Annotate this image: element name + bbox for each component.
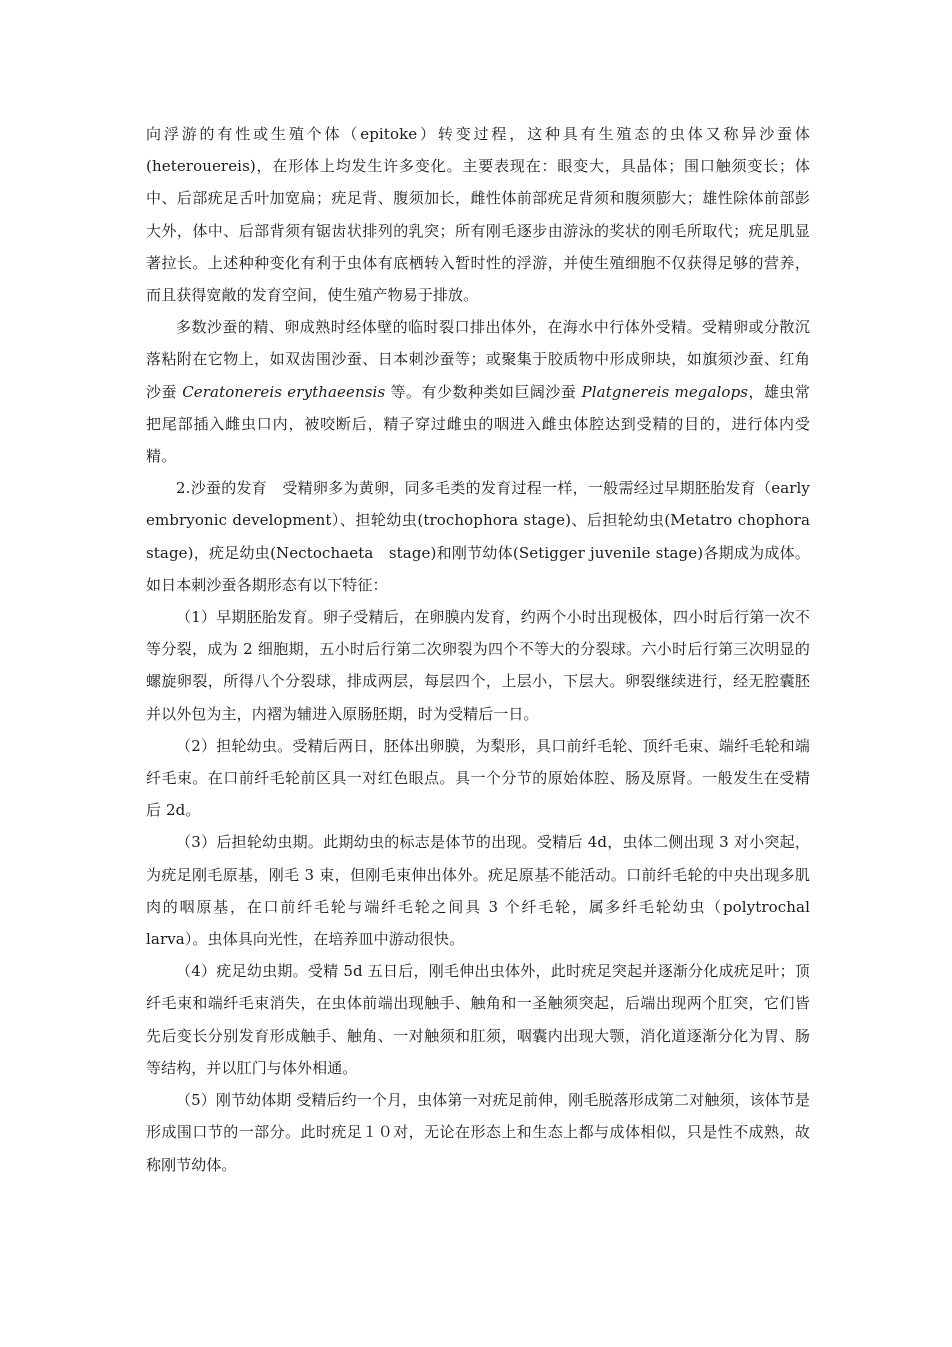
paragraph-development-overview [146,472,810,601]
paragraph-text: ，雄虫常把尾部插入雌虫口内，被咬断后，精子穿过雌虫的咽进入雌虫体腔达到受精的目的，进行体内受精。 [146,382,811,466]
paragraph-text: （3）后担轮幼虫期。此期幼虫的标志是体节的出现。受精后 4d，虫体二侧出现 3 对小突起，为疣足刚毛原基，刚毛 3 束，但刚毛束伸出体外。疣足原基不能活动。口前纤毛轮的中央出现多肌肉的咽原基，在口前纤毛轮与端纤毛轮之间具 3 个纤毛轮，属多纤毛轮幼虫（polytrochal larva）。虫体具向光性，在培养皿中游动很快。 [146,833,810,949]
paragraph-nectochaeta [146,955,810,1084]
species-name-italic: Ceratonereis erythaeensis [182,382,386,401]
paragraph-text: 等。有少数种类如巨阔沙蚕 [385,382,582,401]
paragraph-metatrochophore [146,826,810,955]
paragraph-text: （5）刚节幼体期 受精后约一个月，虫体第一对疣足前伸，刚毛脱落形成第二对触须，该体节是形成围口节的一部分。此时疣足１０对，无论在形态上和生态上都与成体相似，只是性不成熟，故称刚节幼体。 [146,1091,810,1174]
paragraph-text: （2）担轮幼虫。受精后两日，胚体出卵膜，为梨形，具口前纤毛轮、顶纤毛束、端纤毛轮和端纤毛束。在口前纤毛轮前区具一对红色眼点。具一个分节的原始体腔、肠及原肾。一般发生在受精后 2d。 [146,736,810,820]
paragraph-text: （1）早期胚胎发育。卵子受精后，在卵膜内发育，约两个小时出现极体，四小时后行第一次不等分裂，成为 2 细胞期，五小时后行第二次卵裂为四个不等大的分裂球。六小时后行第三次明显的螺旋卵裂，所得八个分裂球，排成两层，每层四个，上层小，下层大。卵裂继续进行，经无腔囊胚并以外包为主，内褶为辅进入原肠胚期，时为受精后一日。 [146,608,810,723]
paragraph-trochophore [146,730,810,827]
paragraph-text: 多数沙蚕的精、卵成熟时经体壁的临时裂口排出体外，在海水中行体外受精。受精卵或分散沉落粘附在它物上，如双齿围沙蚕、日本刺沙蚕等；或聚集于胶质物中形成卵块，如旗须沙蚕、红角沙蚕 [146,318,810,401]
paragraph-text: 向浮游的有性或生殖个体（epitoke）转变过程，这种具有生殖态的虫体又称异沙蚕体(heterouereis)，在形体上均发生许多变化。主要表现在：眼变大，具晶体；围口触须变长；体中、后部疣足舌叶加宽扁；疣足背、腹须加长，雌性体前部疣足背须和腹须膨大；雄性除体前部彭大外，体中、后部背须有锯齿状排列的乳突；所有刚毛逐步由游泳的奖状的刚毛所取代；疣足肌显著拉长。上述种种变化有利于虫体有底栖转入暂时性的浮游，并使生殖细胞不仅获得足够的营养，而且获得宽敞的发育空间，使生殖产物易于排放。 [146,125,810,305]
paragraph-setiger-juvenile [146,1084,810,1181]
paragraph-fertilization [146,311,810,472]
document-page [146,118,810,1181]
paragraph-epitoke-transformation [146,118,810,311]
paragraph-text: （4）疣足幼虫期。受精 5d 五日后，刚毛伸出虫体外，此时疣足突起并逐渐分化成疣足叶；顶纤毛束和端纤毛束消失，在虫体前端出现触手、触角和一圣触须突起，后端出现两个肛突，它们皆先后变长分别发育形成触手、触角、一对触须和肛须，咽囊内出现大颚，消化道逐渐分化为胃、肠等结构，并以肛门与体外相通。 [146,962,810,1077]
species-name-italic: Platgnereis megalops [581,382,749,401]
paragraph-early-embryonic [146,601,810,730]
paragraph-text: 2.沙蚕的发育 受精卵多为黄卵，同多毛类的发育过程一样，一般需经过早期胚胎发育（early embryonic development）、担轮幼虫(trochophora stage)、后担轮幼虫(Metatro chophora stage)，疣足幼虫(Nectochaeta stage)和刚节幼体(Setigger juvenile stage)各期成为成体。如日本刺沙蚕各期形态有以下特征： [146,479,810,594]
